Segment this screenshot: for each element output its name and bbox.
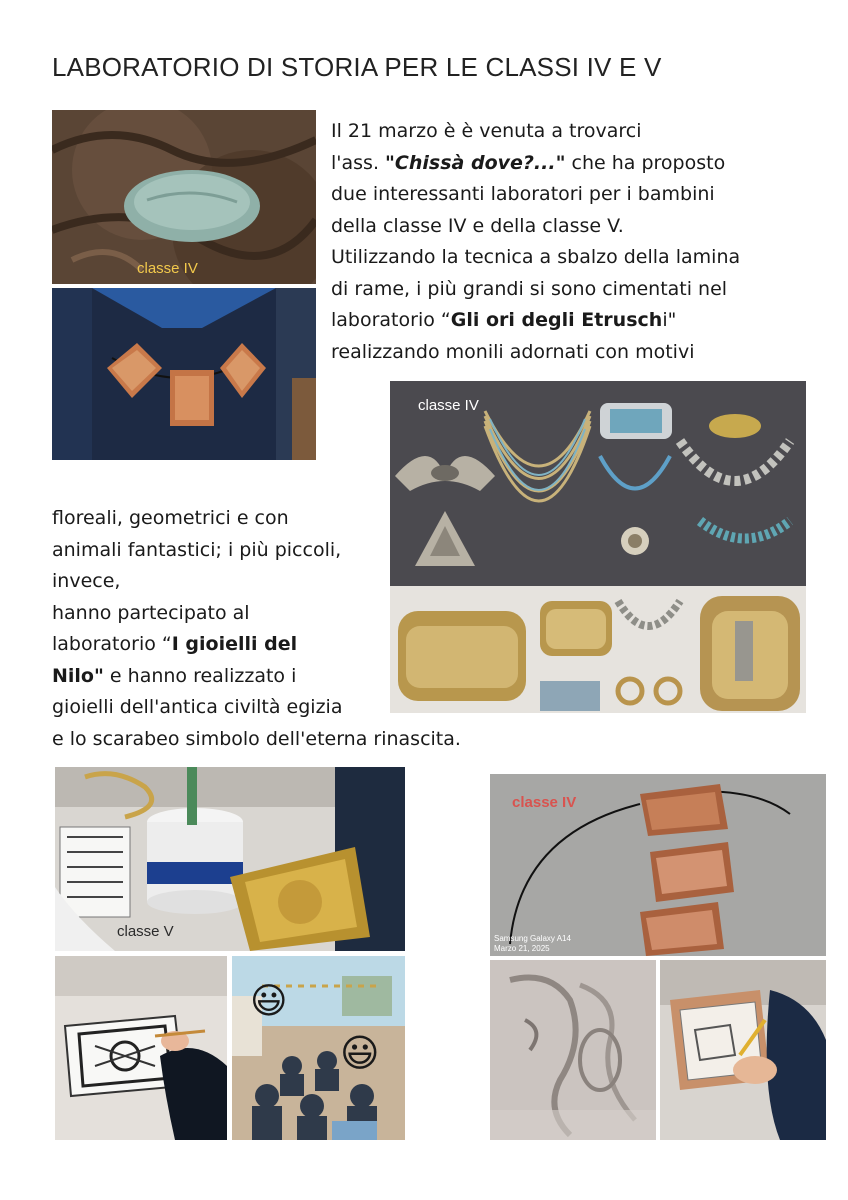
- continuation-paragraph: [52, 503, 572, 755]
- intro-line-2: l'ass. "Chissà dove?..." che ha proposto: [331, 151, 726, 174]
- cont-line-8: e lo scarabeo simbolo dell'eterna rinascita.: [52, 727, 461, 750]
- caption-jewels: classe IV: [418, 397, 479, 414]
- photo-stamp-device: Samsung Galaxy A14: [494, 934, 571, 943]
- intro-line-8: realizzando monili adornati con motivi: [331, 340, 695, 363]
- intro-paragraph: [331, 116, 801, 368]
- emoji-face-1: 😃: [250, 981, 288, 1022]
- photo-child-drawing: [55, 956, 227, 1140]
- caption-gold-foil: classe V: [117, 923, 174, 940]
- lab-nilo: I gioielli del: [171, 633, 298, 655]
- caption-copper: classe IV: [512, 794, 577, 811]
- lab-etruschi: Gli ori degli Etrusch: [450, 309, 663, 331]
- page-title: LABORATORIO DI STORIA PER LE CLASSI IV E V: [52, 52, 662, 82]
- photo-gold-foil: [55, 767, 405, 951]
- cont-line-6: Nilo" e hanno realizzato i: [52, 664, 297, 687]
- cont-line-7: gioielli dell'antica civiltà egizia: [52, 696, 343, 718]
- cont-line-3: invece,: [52, 570, 121, 592]
- intro-line-7: laboratorio “Gli ori degli Etruschi": [331, 309, 677, 331]
- intro-line-4: della classe IV e della classe V.: [331, 214, 624, 237]
- cont-line-4: hanno partecipato al: [52, 601, 250, 624]
- intro-line-3: due interessanti laboratori per i bambini: [331, 183, 715, 205]
- photo-scarab-wood: [52, 110, 316, 284]
- photo-stamp-date: Marzo 21, 2025: [494, 944, 550, 953]
- cont-line-5: laboratorio “I gioielli del: [52, 633, 298, 655]
- photo-embossed-foil: [490, 960, 656, 1140]
- cont-line-1: floreali, geometrici e con: [52, 507, 289, 529]
- photo-classroom: [232, 956, 405, 1140]
- photo-child-embossing: [660, 960, 826, 1140]
- photo-copper-necklace: [52, 288, 316, 460]
- intro-line-5: Utilizzando la tecnica a sbalzo della lamina: [331, 246, 741, 268]
- caption-scarab: classe IV: [137, 260, 198, 277]
- emoji-face-2: 😃: [340, 1031, 380, 1075]
- photo-copper-plates: [490, 774, 826, 956]
- intro-line-6: di rame, i più grandi si sono cimentati nel: [331, 277, 728, 300]
- intro-line-1: Il 21 marzo è è venuta a trovarci: [331, 120, 642, 142]
- cont-line-2: animali fantastici; i più piccoli,: [52, 538, 342, 561]
- association-name: "Chissà dove?...": [385, 151, 566, 174]
